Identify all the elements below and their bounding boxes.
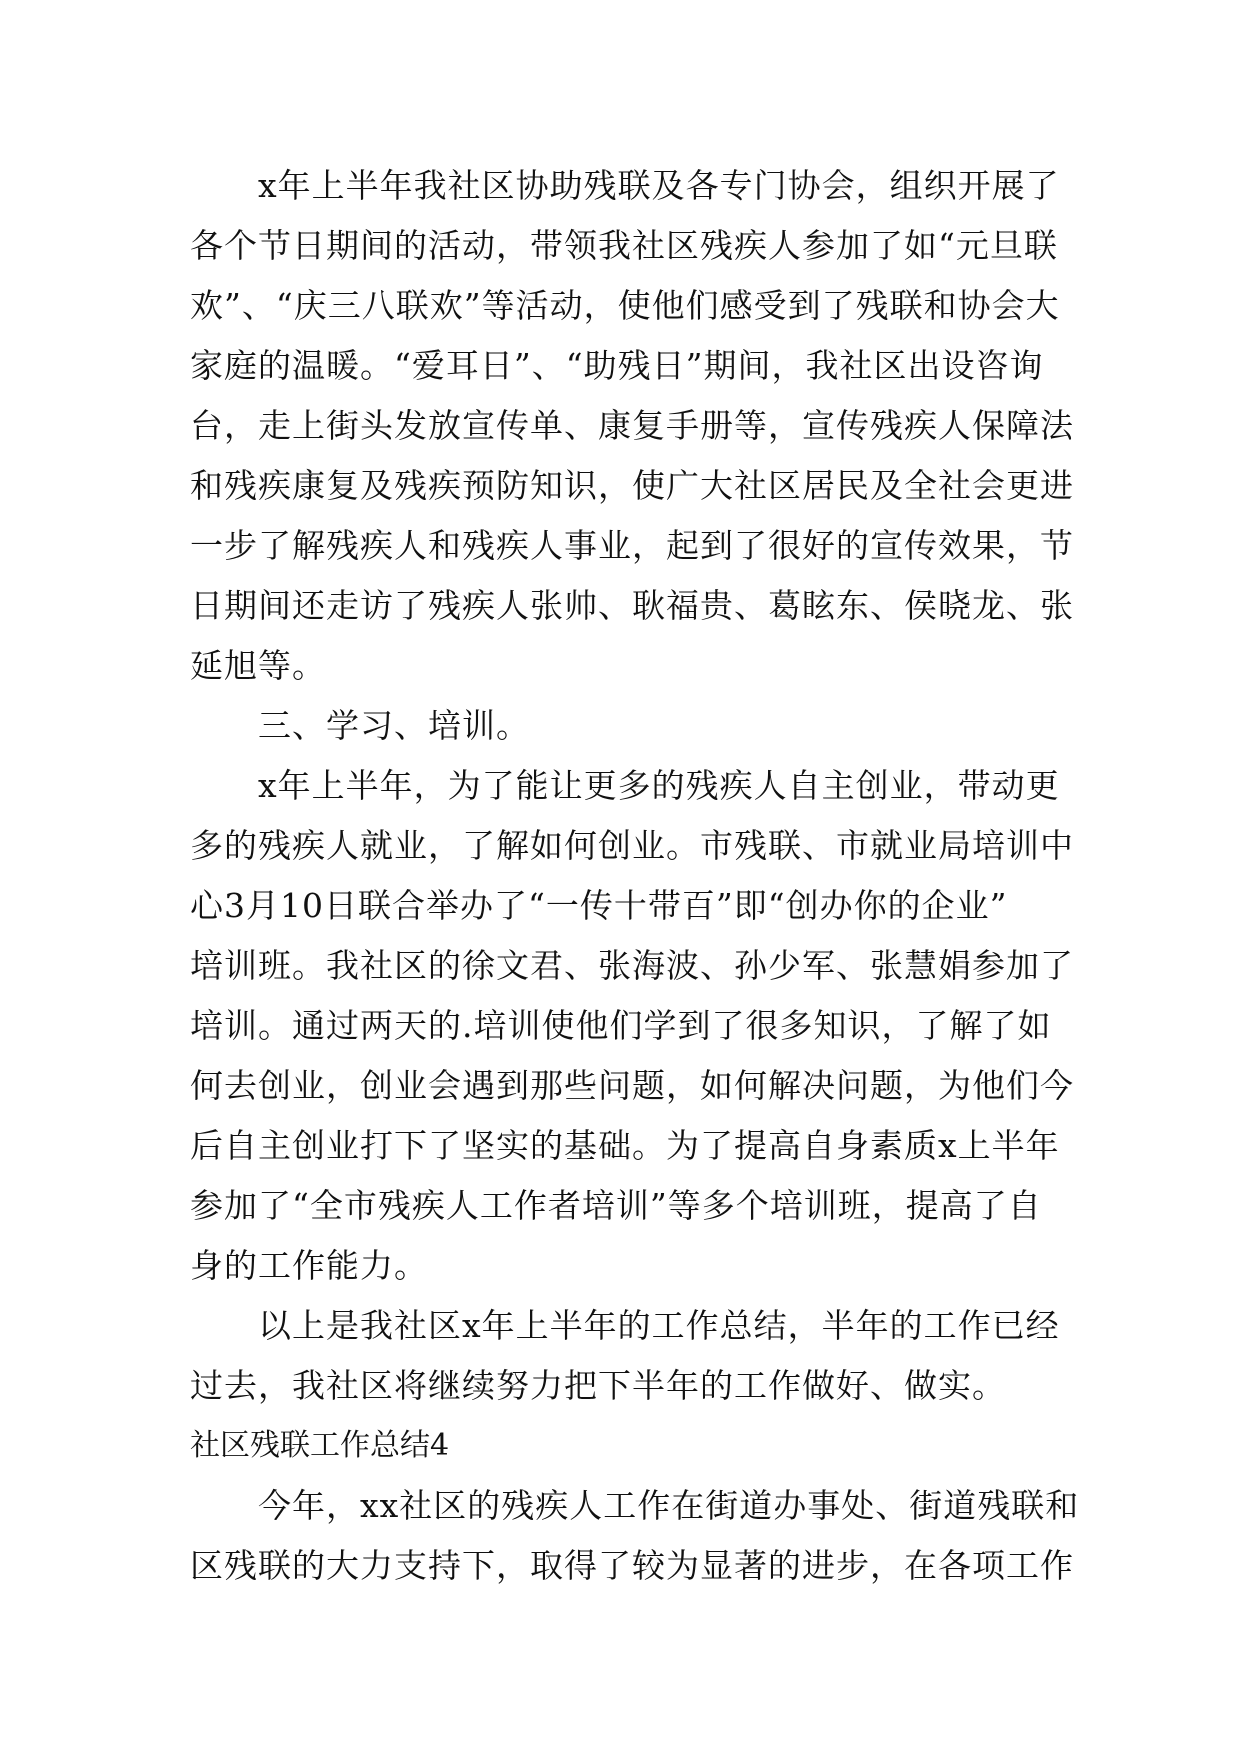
section-heading: 三、学习、培训。 <box>258 706 530 745</box>
paragraph-line: 身的工作能力。 <box>190 1246 428 1285</box>
paragraph-line: 日期间还走访了残疾人张帅、耿福贵、葛眩东、侯晓龙、张 <box>190 586 1074 625</box>
paragraph-line: x年上半年我社区协助残联及各专门协会，组织开展了 <box>258 166 1060 205</box>
paragraph-line: 一步了解残疾人和残疾人事业，起到了很好的宣传效果，节 <box>190 526 1074 565</box>
paragraph-line: 今年，xx社区的残疾人工作在街道办事处、街道残联和 <box>258 1486 1080 1525</box>
paragraph-line: 参加了“全市残疾人工作者培训”等多个培训班，提高了自 <box>190 1186 1042 1225</box>
paragraph-line: 培训。通过两天的.培训使他们学到了很多知识，了解了如 <box>190 1006 1052 1045</box>
paragraph-line: 心3月10日联合举办了“一传十带百”即“创办你的企业” <box>190 886 1008 925</box>
paragraph-line: 台，走上街头发放宣传单、康复手册等，宣传残疾人保障法 <box>190 406 1074 445</box>
paragraph-line: x年上半年，为了能让更多的残疾人自主创业，带动更 <box>258 766 1060 805</box>
paragraph-line: 区残联的大力支持下，取得了较为显著的进步，在各项工作 <box>190 1546 1074 1585</box>
paragraph-line: 各个节日期间的活动，带领我社区残疾人参加了如“元旦联 <box>190 226 1058 265</box>
paragraph-line: 和残疾康复及残疾预防知识，使广大社区居民及全社会更进 <box>190 466 1074 505</box>
paragraph-line: 以上是我社区x年上半年的工作总结，半年的工作已经 <box>258 1306 1060 1345</box>
paragraph-line: 何去创业，创业会遇到那些问题，如何解决问题，为他们今 <box>190 1066 1074 1105</box>
paragraph-line: 后自主创业打下了坚实的基础。为了提高自身素质x上半年 <box>190 1126 1060 1165</box>
paragraph-line: 多的残疾人就业，了解如何创业。市残联、市就业局培训中 <box>190 826 1074 865</box>
paragraph-line: 欢”、“庆三八联欢”等活动，使他们感受到了残联和协会大 <box>190 286 1060 325</box>
article-title: 社区残联工作总结4 <box>190 1428 450 1463</box>
paragraph-line: 家庭的温暖。“爱耳日”、“助残日”期间，我社区出设咨询 <box>190 346 1044 385</box>
paragraph-line: 延旭等。 <box>190 646 326 685</box>
paragraph-line: 过去，我社区将继续努力把下半年的工作做好、做实。 <box>190 1366 1006 1405</box>
paragraph-line: 培训班。我社区的徐文君、张海波、孙少军、张慧娟参加了 <box>190 946 1074 985</box>
